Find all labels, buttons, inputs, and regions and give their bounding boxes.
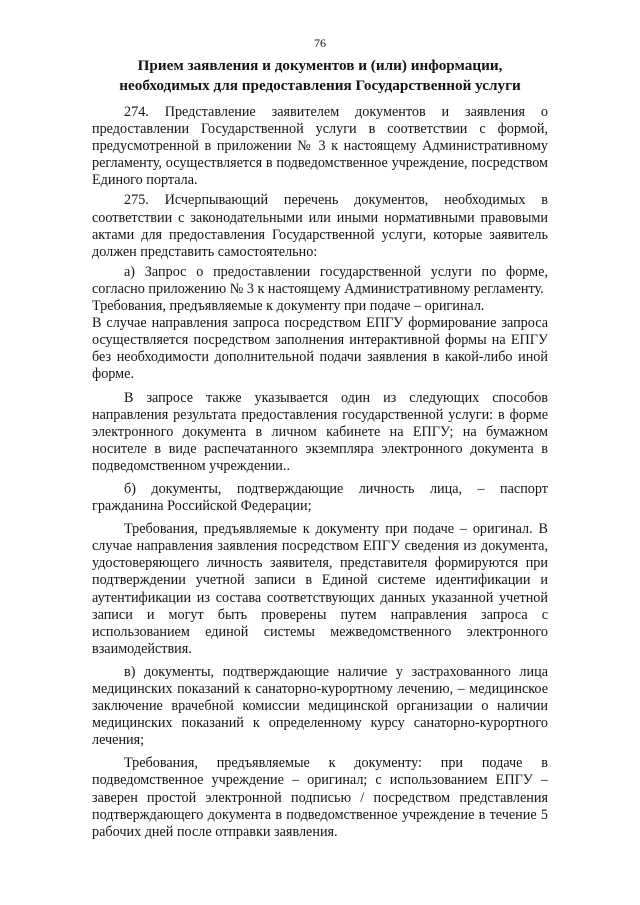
paragraph-requirements-v: Требования, предъявляемые к документу: при подаче в подведомственное учреждение – оригинал; с использованием ЕПГУ – заверен простой электронной подписью / посредством представления подтверждающего документа в подведомственное учреждение в течение 5 рабочих дней после отправки заявления.	[92, 755, 548, 840]
paragraph-requirements-a: Требования, предъявляемые к документу при подаче – оригинал.	[92, 298, 485, 315]
paragraph-274: 274. Представление заявителем документов и заявления о предоставлении Государственной услуги в соответствии с формой, предусмотренной в приложении № 3 к настоящему Административному регламенту, осуществляется в подведомственное учреждение, посредством Единого портала.	[92, 104, 548, 189]
paragraph-epgu-request: В случае направления запроса посредством ЕПГУ формирование запроса осуществляется посредством заполнения интерактивной формы на ЕПГУ без необходимости дополнительной подачи заявления в какой-либо иной форме.	[92, 315, 548, 383]
paragraph-result-method: В запросе также указывается один из следующих способов направления результата предоставления государственной услуги: в форме электронного документа в личном кабинете на ЕПГУ; на бумажном носителе в виде распечатанного экземпляра электронного документа в подведомственном учреждении..	[92, 389, 548, 474]
paragraph-item-b: б) документы, подтверждающие личность лица, – паспорт гражданина Российской Федерации;	[92, 480, 548, 515]
paragraph-275: 275. Исчерпывающий перечень документов, необходимых в соответствии с законодательными или иными нормативными правовыми актами для предоставления Государственной услуги, которые заявитель должен представить самостоятельно:	[92, 192, 548, 260]
page-number: 76	[314, 36, 326, 50]
paragraph-item-a: а) Запрос о предоставлении государственной услуги по форме, согласно приложению № 3 к настоящему Административному регламенту.	[92, 263, 548, 297]
document-body	[92, 104, 548, 841]
section-title	[80, 56, 560, 96]
title-line-1: Прием заявления и документов и (или) информации,	[137, 57, 503, 74]
paragraph-requirements-b: Требования, предъявляемые к документу при подаче – оригинал. В случае направления заявления посредством ЕПГУ сведения из документа, удостоверяющего личность заявителя, представителя формируются при подтверждении учетной записи в Единой системе идентификации и аутентификации из состава соответствующих данных указанной учетной записи и могут быть проверены путем направления запроса с использованием единой системы межведомственного электронного взаимодействия.	[92, 521, 548, 657]
paragraph-item-v: в) документы, подтверждающие наличие у застрахованного лица медицинских показаний к санаторно-курортному лечению, – медицинское заключение врачебной комиссии медицинской организации о наличии медицинских показаний к определенному курсу санаторно-курортного лечения;	[92, 663, 548, 749]
title-line-2: необходимых для предоставления Государственной услуги	[119, 77, 521, 94]
